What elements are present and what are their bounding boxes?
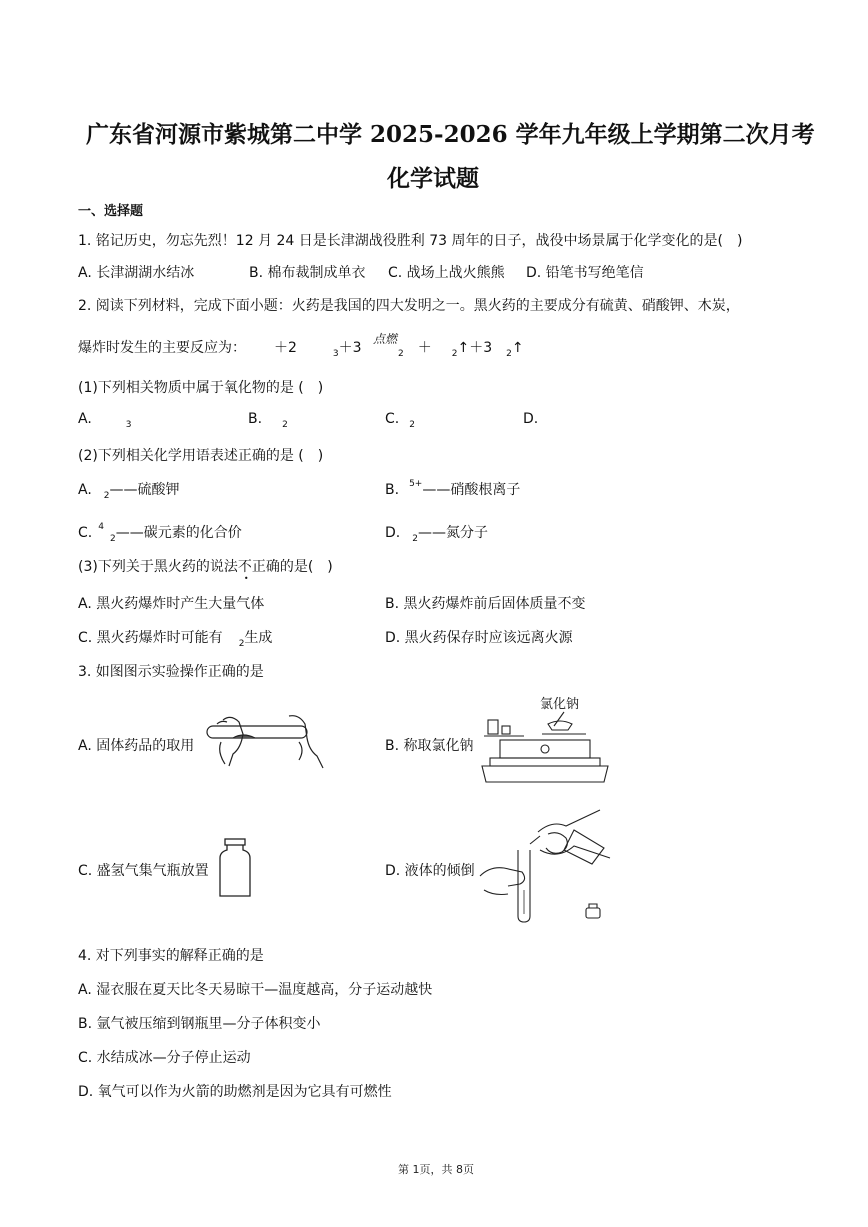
q4-option-c: C. 水结成冰—分子停止运动 (78, 1050, 251, 1066)
q2-1-option-a: A. $_3$ (78, 411, 132, 430)
q2-2-option-b: B. $^{5+}$——硝酸根离子 (385, 479, 521, 498)
equation-products (398, 337, 524, 359)
q2-3-option-d: D. 黑火药保存时应该远离火源 (385, 630, 573, 646)
emphasis-dot-char: 不 • (237, 559, 252, 583)
page-title-line2: 化学试题 (387, 165, 479, 192)
q1-option-b: B. 棉布裁制成单衣 (249, 265, 366, 281)
q4-option-b: B. 氩气被压缩到钢瓶里—分子体积变小 (78, 1016, 321, 1032)
page-title-line1: 广东省河源市紫城第二中学 2025-2026 学年九年级上学期第二次月考 (86, 121, 815, 148)
q2-3-stem: (3)下列关于黑火药的说法不 • 正确的是( ) (78, 559, 333, 583)
q2-2-stem: (2)下列相关化学用语表述正确的是 ( ) (78, 448, 324, 464)
eq-sub: 3 (332, 349, 339, 359)
q2-2-option-a: A. $_2$——硫酸钾 (78, 482, 180, 501)
eq-part: ↑ (511, 340, 524, 356)
q1-option-d: D. 铅笔书写绝笔信 (526, 265, 644, 281)
q2-stem-line2: 爆炸时发生的主要反应为： (78, 340, 246, 356)
q2-stem-line1: 2. 阅读下列材料，完成下面小题：火药是我国的四大发明之一。黑火药的主要成分有硫黄、硝酸钾、木炭， (78, 298, 740, 314)
eq-sub: 2 (451, 349, 458, 359)
q2-2-option-d: D. $_2$——氮分子 (385, 525, 488, 544)
eq-part: ↑＋3 (457, 340, 493, 356)
q2-1-option-b: B. $_2$ (248, 411, 288, 430)
equation (274, 337, 362, 359)
q1-option-c: C. 战场上战火熊熊 (388, 265, 505, 281)
q2-3-option-b: B. 黑火药爆炸前后固体质量不变 (385, 596, 586, 612)
balance-label: 氯化钠 (540, 697, 580, 712)
q4-option-d: D. 氧气可以作为火箭的助燃剂是因为它具有可燃性 (78, 1084, 392, 1100)
eq-part: ＋2 (274, 340, 297, 356)
eq-part: ＋3 (338, 340, 362, 356)
test-tube-hands-figure (203, 712, 328, 772)
q1-option-a: A. 长津湖湖水结冰 (78, 265, 195, 281)
eq-sub: 2 (506, 349, 512, 359)
gas-jar-figure (219, 838, 251, 898)
q2-3-option-c: C. 黑火药爆炸时可能有 $_2$生成 (78, 630, 273, 649)
q3-option-a: A. 固体药品的取用 (78, 738, 195, 754)
page-footer: 第 1页，共 8页 (398, 1163, 474, 1176)
liquid-pouring-figure (478, 810, 613, 925)
balance-figure (480, 696, 610, 788)
eq-part: ＋ (417, 340, 432, 356)
q3-option-c: C. 盛氢气集气瓶放置 (78, 863, 209, 879)
q2-3-option-a: A. 黑火药爆炸时产生大量气体 (78, 596, 265, 612)
eq-sub: 2 (398, 349, 404, 359)
q3-option-d: D. 液体的倾倒 (385, 863, 475, 879)
q4-stem: 4. 对下列事实的解释正确的是 (78, 948, 264, 964)
ignite-condition: 点燃 (373, 332, 398, 346)
q2-1-option-d: D. (523, 411, 539, 427)
q2-1-option-c: C. $_2$ (385, 411, 415, 430)
q2-2-option-c: C. $^4_2$——碳元素的化合价 (78, 522, 242, 544)
q2-1-stem: (1)下列相关物质中属于氧化物的是 ( ) (78, 380, 324, 396)
q3-option-b: B. 称取氯化钠 (385, 738, 474, 754)
q3-stem: 3. 如图图示实验操作正确的是 (78, 664, 264, 680)
q1-stem: 1. 铭记历史，勿忘先烈！12 月 24 日是长津湖战役胜利 73 周年的日子，战役中场景属于化学变化的是( ) (78, 233, 743, 249)
q4-option-a: A. 湿衣服在夏天比冬天易晾干—温度越高，分子运动越快 (78, 982, 433, 998)
section-heading: 一、选择题 (78, 204, 144, 219)
